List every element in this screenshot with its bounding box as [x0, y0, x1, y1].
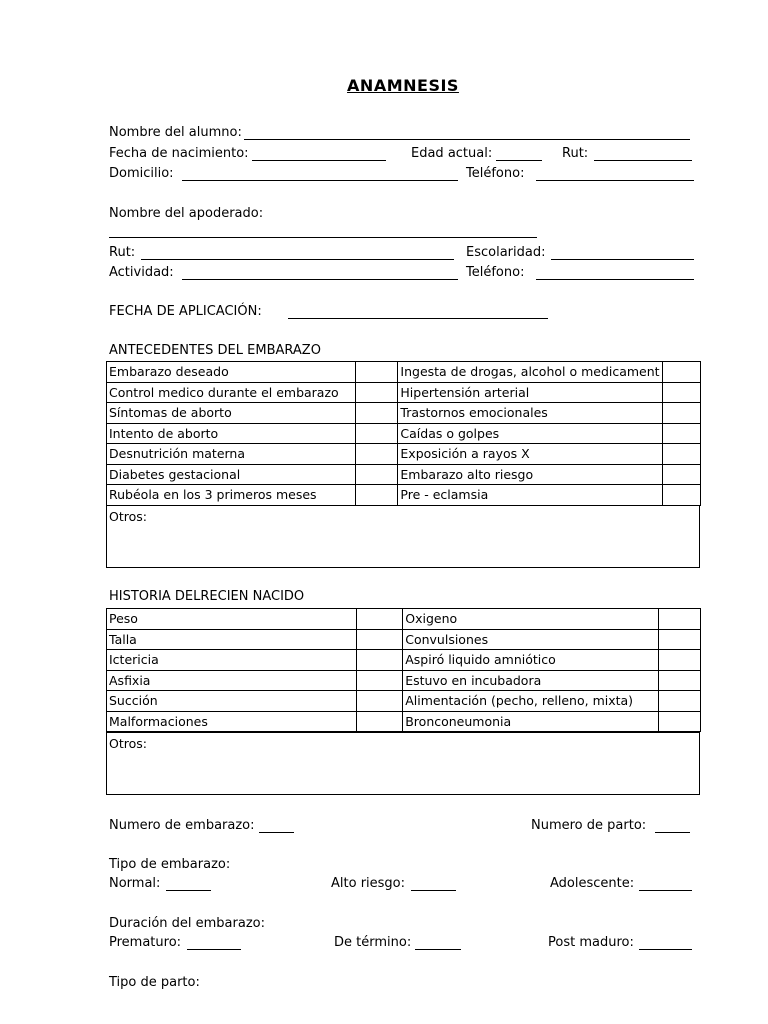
- newborn-row: [107, 629, 701, 650]
- pregnancy-row: [107, 382, 701, 403]
- student-rut-label: Rut:: [562, 146, 589, 161]
- post-mature-label: Post maduro:: [548, 935, 634, 950]
- newborn-item-check[interactable]: [659, 691, 701, 712]
- pregnancy-item-check[interactable]: [356, 403, 398, 424]
- newborn-others-box[interactable]: [106, 732, 700, 795]
- pregnancy-item-label: Rubéola en los 3 primeros meses: [107, 485, 356, 506]
- pregnancy-item-check[interactable]: [356, 362, 398, 383]
- activity-label: Actividad:: [109, 265, 174, 280]
- newborn-item-check[interactable]: [357, 609, 403, 630]
- premature-label: Prematuro:: [109, 935, 182, 950]
- pregnancy-item-check[interactable]: [356, 382, 398, 403]
- pregnancy-item-label: Exposición a rayos X: [398, 444, 662, 465]
- pregnancy-row: [107, 444, 701, 465]
- normal-label: Normal:: [109, 876, 161, 891]
- newborn-item-check[interactable]: [659, 629, 701, 650]
- pregnancy-item-check[interactable]: [356, 485, 398, 506]
- newborn-item-label: Oxigeno: [403, 609, 659, 630]
- pregnancy-row: [107, 423, 701, 444]
- newborn-row: [107, 711, 701, 732]
- newborn-item-check[interactable]: [659, 609, 701, 630]
- pregnancy-item-label: Pre - eclamsia: [398, 485, 662, 506]
- pregnancy-item-label: Caídas o golpes: [398, 423, 662, 444]
- newborn-history-heading: HISTORIA DELRECIEN NACIDO: [109, 589, 305, 604]
- newborn-row: [107, 650, 701, 671]
- guardian-phone-label: Teléfono:: [466, 265, 525, 280]
- pregnancy-item-label: Intento de aborto: [107, 423, 356, 444]
- pregnancy-item-check[interactable]: [356, 423, 398, 444]
- guardian-name-field[interactable]: [109, 237, 537, 238]
- birth-number-field[interactable]: [655, 832, 690, 833]
- pregnancy-item-label: Ingesta de drogas, alcohol o medicament: [398, 362, 662, 383]
- dob-field[interactable]: [252, 160, 386, 161]
- age-label: Edad actual:: [411, 146, 493, 161]
- newborn-item-check[interactable]: [357, 650, 403, 671]
- pregnancy-item-label: Síntomas de aborto: [107, 403, 356, 424]
- newborn-item-check[interactable]: [357, 629, 403, 650]
- newborn-history-table: [106, 608, 701, 732]
- premature-field[interactable]: [187, 949, 241, 950]
- pregnancy-item-label: Embarazo deseado: [107, 362, 356, 383]
- newborn-item-label: Peso: [107, 609, 357, 630]
- application-date-field[interactable]: [288, 318, 548, 319]
- pregnancy-item-check[interactable]: [662, 464, 700, 485]
- guardian-rut-label: Rut:: [109, 245, 136, 260]
- newborn-item-label: Bronconeumonia: [403, 711, 659, 732]
- newborn-item-label: Convulsiones: [403, 629, 659, 650]
- newborn-item-label: Ictericia: [107, 650, 357, 671]
- pregnancy-item-check[interactable]: [662, 485, 700, 506]
- birth-number-label: Numero de parto:: [531, 818, 647, 833]
- newborn-item-label: Asfixia: [107, 670, 357, 691]
- address-field[interactable]: [182, 180, 458, 181]
- pregnancy-item-check[interactable]: [662, 444, 700, 465]
- pregnancy-item-label: Trastornos emocionales: [398, 403, 662, 424]
- student-phone-field[interactable]: [536, 180, 694, 181]
- newborn-item-check[interactable]: [659, 711, 701, 732]
- newborn-item-check[interactable]: [659, 670, 701, 691]
- newborn-others-label: Otros:: [109, 736, 147, 751]
- student-rut-field[interactable]: [594, 160, 692, 161]
- pregnancy-row: [107, 362, 701, 383]
- student-name-field[interactable]: [244, 139, 690, 140]
- normal-field[interactable]: [166, 890, 211, 891]
- pregnancy-item-check[interactable]: [356, 444, 398, 465]
- post-mature-field[interactable]: [639, 949, 692, 950]
- term-label: De término:: [334, 935, 412, 950]
- guardian-phone-field[interactable]: [536, 279, 694, 280]
- newborn-item-label: Talla: [107, 629, 357, 650]
- schooling-field[interactable]: [551, 259, 694, 260]
- guardian-name-label: Nombre del apoderado:: [109, 206, 264, 221]
- newborn-item-check[interactable]: [659, 650, 701, 671]
- duration-heading: Duración del embarazo:: [109, 916, 265, 931]
- adolescent-label: Adolescente:: [550, 876, 635, 891]
- pregnancy-item-label: Hipertensión arterial: [398, 382, 662, 403]
- term-field[interactable]: [415, 949, 461, 950]
- student-phone-label: Teléfono:: [466, 166, 525, 181]
- pregnancy-number-label: Numero de embarazo:: [109, 818, 255, 833]
- newborn-row: [107, 609, 701, 630]
- page-title: ANAMNESIS: [347, 76, 459, 95]
- student-name-label: Nombre del alumno:: [109, 125, 242, 140]
- pregnancy-history-table: [106, 361, 701, 506]
- age-field[interactable]: [496, 160, 542, 161]
- high-risk-field[interactable]: [411, 890, 456, 891]
- application-date-label: FECHA DE APLICACIÓN:: [109, 304, 262, 319]
- newborn-item-label: Aspiró liquido amniótico: [403, 650, 659, 671]
- pregnancy-item-label: Control medico durante el embarazo: [107, 382, 356, 403]
- pregnancy-item-check[interactable]: [662, 423, 700, 444]
- pregnancy-item-check[interactable]: [662, 403, 700, 424]
- newborn-item-check[interactable]: [357, 670, 403, 691]
- pregnancy-others-box[interactable]: [106, 505, 700, 568]
- newborn-item-check[interactable]: [357, 711, 403, 732]
- newborn-item-label: Alimentación (pecho, relleno, mixta): [403, 691, 659, 712]
- pregnancy-item-label: Diabetes gestacional: [107, 464, 356, 485]
- high-risk-label: Alto riesgo:: [331, 876, 406, 891]
- newborn-row: [107, 670, 701, 691]
- pregnancy-item-check[interactable]: [662, 382, 700, 403]
- pregnancy-item-check[interactable]: [356, 464, 398, 485]
- adolescent-field[interactable]: [639, 890, 692, 891]
- pregnancy-item-label: Embarazo alto riesgo: [398, 464, 662, 485]
- newborn-item-label: Malformaciones: [107, 711, 357, 732]
- pregnancy-history-heading: ANTECEDENTES DEL EMBARAZO: [109, 343, 321, 358]
- newborn-item-label: Succión: [107, 691, 357, 712]
- dob-label: Fecha de nacimiento:: [109, 146, 249, 161]
- pregnancy-number-field[interactable]: [259, 832, 294, 833]
- schooling-label: Escolaridad:: [466, 245, 546, 260]
- pregnancy-item-check[interactable]: [662, 362, 700, 383]
- newborn-row: [107, 691, 701, 712]
- pregnancy-row: [107, 403, 701, 424]
- pregnancy-row: [107, 485, 701, 506]
- pregnancy-type-heading: Tipo de embarazo:: [109, 857, 231, 872]
- newborn-item-label: Estuvo en incubadora: [403, 670, 659, 691]
- pregnancy-item-label: Desnutrición materna: [107, 444, 356, 465]
- address-label: Domicilio:: [109, 166, 174, 181]
- pregnancy-row: [107, 464, 701, 485]
- newborn-item-check[interactable]: [357, 691, 403, 712]
- activity-field[interactable]: [182, 279, 458, 280]
- birth-type-heading: Tipo de parto:: [109, 975, 200, 990]
- pregnancy-others-label: Otros:: [109, 509, 147, 524]
- guardian-rut-field[interactable]: [141, 259, 454, 260]
